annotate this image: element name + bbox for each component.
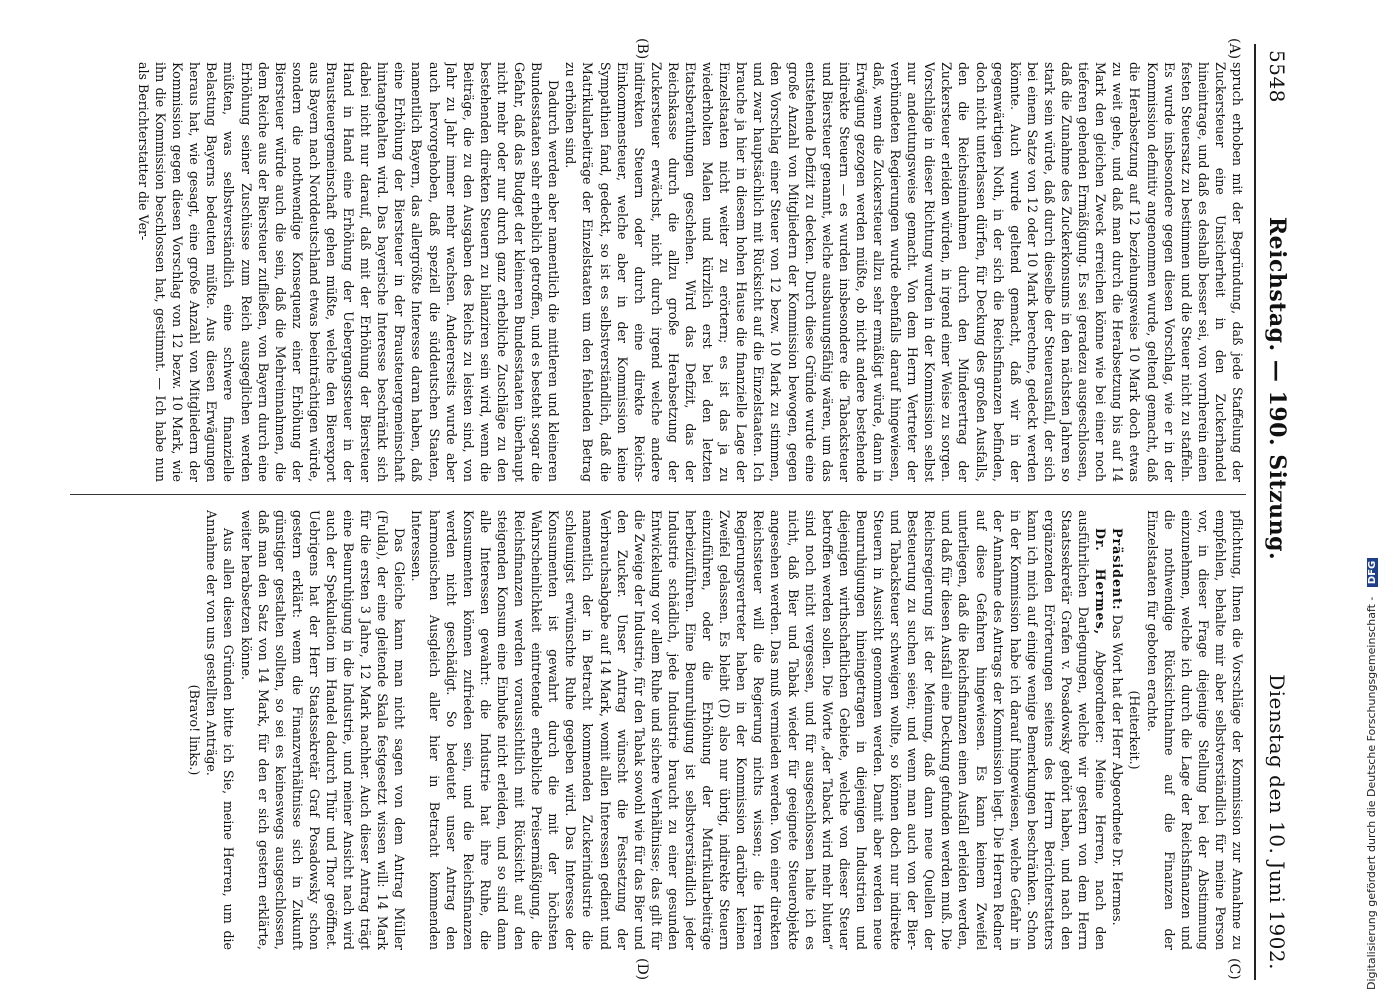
- right-paragraph-4: Aus allen diesen Gründen bitte ich Sie, meine Herren, um die Annahme der von uns gestellten Anträge.: [204, 510, 237, 950]
- margin-marker-a: (A): [1226, 38, 1242, 60]
- speech-text: Meine Herren, nach den ausführlichen Darlegungen, welche wir gestern von dem Herrn Staatssekretär Grafen v. Posadowsky gehört haben, und nach den ergänzenden Erörterungen seitens des Herrn Berichterstatters kann ich mich auf einige wenige Bemerkungen beschränken. Schon in der Kommission habe ich darauf hingewiesen, welche Gefahr in der Annahme des Antrags der Kommission liegt. Die Herren Redner auf diese Gefahren hingewiesen. Es kann keinem Zweifel unterliegen, daß die Reichsfinanzen einen Ausfall erleiden werden, und daß für diesen Ausfall eine Deckung gefunden werden muß. Die Reichsregierung ist der Meinung, daß dann neue Quellen der Besteuerung zu suchen seien; und wenn man auch von der Bier- und Tabacksteuer schweigen wollte, so können doch nur indirekte Steuern in Aussicht genommen werden. Damit aber werden neue Beunruhigungen hineingetragen in diejenigen Industrien und diejenigen wirthschaftlichen Gebiete, welche von dieser Steuer betroffen werden sollen. Die Worte „der Taback wird mehr bluten“ sind noch nicht vergessen, und für ausgeschlossen halte ich es nicht, daß Bier und Tabak wieder für geeignete Steuerobjekte angesehen werden. Das muß vermieden werden. Von einer direkten Reichssteuer will die Regierung nichts wissen; die Herren Regierungsvertreter haben in der Kommission darüber keinen Zweifel gelassen. Es bleibt (D) also nur übrig, indirekte Steuern einzuführen, oder die Erhöhung der Matrikularbeiträge herbeizuführen. Eine Beunruhigung ist selbstverständlich jeder Industrie schädlich, jede Industrie braucht zu einer gesunden Entwickelung vor allem Ruhe und sichere Verhältnisse; das gilt für die Zweige der Industrie, für den Tabak sowohl wie für das Bier und den Zucker. Unser Antrag wünscht die Festsetzung der Verbrauchsabgabe auf 14 Mark, womit allen Interessen gedient und namentlich der in Betracht kommenden Zuckerindustrie die schleunigst erwünschte Ruhe gegeben wird. Das Interesse der Konsumenten ist gewahrt durch die mit der höchsten Wahrscheinlichkeit eintretende erhebliche Preisermäßigung, die Reichsfinanzen werden voraussichtlich mit Rücksicht auf den steigenden Konsum eine Einbuße nicht erleiden, und so sind dann alle Interessen gewahrt: die Industrie hat ihre Ruhe, die Konsumenten können zufrieden sein, und die Reichsfinanzen werden nicht geschädigt. So bedeutet unser Antrag den harmonischen Ausgleich aller hier in Betracht kommenden Interessen.: [409, 510, 1109, 950]
- column-divider: [70, 494, 1246, 495]
- page-number: 5548: [1265, 50, 1289, 103]
- right-column: [70, 510, 1246, 950]
- session-date: Dienstag den 10. Juni 1902.: [1265, 674, 1289, 970]
- left-paragraph: Dadurch werden aber namentlich die mittleren und kleineren Bundesstaaten sehr erheblich getroffen, und es besteht sogar die Gefahr, daß das Budget der kleineren Bundesstaaten überhaupt nicht mehr oder nur durch ganz erhebliche Zuschläge zu den bestehenden direkten Steuern zu bilanziren sein wird, wenn die Beiträge, die zu den Ausgaben des Reichs zu leisten sind, von Jahr zu Jahr immer mehr wachsen. Andererseits wurde aber auch hervorgehoben, daß speziell die süddeutschen Staaten, namentlich Bayern, das allergrößte Interesse daran haben, daß eine Erhöhung der Biersteuer in der Brausteuergemeinschaft hintangehalten wird. Das bayerische Interesse beschränkt sich dabei nicht nur darauf, daß mit der Erhöhung der Biersteuer Hand in Hand eine Erhöhung der Uebergangssteuer in der Brausteuergemeinschaft gehen müßte, welche den Bierexport aus Bayern nach Norddeutschland etwas beeinträchtigen würde, sondern die nothwendige Konsequenz einer Erhöhung der Biersteuer würde auch die sein, daß die Mehreinnahmen, die dem Reiche aus der Biersteuer zufließen, von Bayern durch eine Erhöhung seiner Zuschüsse zum Reich ausgeglichen werden müßten, was selbstverständlich eine schwere finanzielle Belastung Bayerns bedeuten müßte. Aus diesen Erwägungen heraus hat, wie gesagt, eine große Anzahl von Mitgliedern der Kommission gegen diesen Vorschlag von 12 bezw. 10 Mark, wie ihn die Kommission beschlossen hat, gestimmt. — Ich habe nun als Berichterstatter die Ver-: [136, 62, 562, 482]
- left-paragraph: spruch erhoben mit der Begründung, daß jede Staffelung der Zuckersteuer eine Unsicherheit in den Zuckerhandel hineintrage, und daß es deshalb besser sei, von vornherein einen festen Steuersatz zu bestimmen und die Steuer nicht zu staffeln. Es wurde insbesondere gegen diesen Vorschlag, wie er in der Kommission definitiv angenommen wurde, geltend gemacht, daß die Herabsetzung auf 12 beziehungsweise 10 Mark doch etwas zu weit gehe, und daß man durch die Herabsetzung bis auf 14 Mark den gleichen Zweck erreichen könne wie bei einer noch tieferen gehenden Ermäßigung. Es sei geradezu ausgeschlossen, daß die Zunahme des Zuckerkonsums in den nächsten Jahren so stark sein würde, daß durch dieselbe der Steuerausfall, der sich bei einem Satze von 12 oder 10 Mark berechne, gedeckt werden könnte. Auch wurde geltend gemacht, daß wir in der gegenwärtigen Noth, in der sich die Reichsfinanzen befinden, doch nicht unterlassen dürfen, für Deckung des großen Ausfalls, den die Reichseinnahmen durch den Minderertrag der Zuckersteuer erleiden würden, in irgend einer Weise zu sorgen. Vorschläge in dieser Richtung wurden in der Kommission selbst nur andeutungsweise gemacht. Von dem Herrn Vertreter der verbündeten Regierungen wurde ebenfalls darauf hingewiesen, daß, wenn die Zuckersteuer allzu sehr ermäßigt würde, dann in Erwägung gezogen werden müßte, ob nicht andere bestehende indirekte Steuern — es wurden insbesondere die Tabacksteuer und Biersteuer genannt, welche ausbauungsfähig wären, um das entstehende Defizit zu decken. Durch diese Gründe wurde eine große Anzahl von Mitgliedern der Kommission bewogen, gegen den Vorschlag einer Steuer von 12 bezw. 10 Mark zu stimmen, und zwar hauptsächlich mit Rücksicht auf die Einzelstaaten. Ich brauche ja hier in diesem hohen Hause die finanzielle Lage der Einzelstaaten nicht weiter zu erörtern; es ist das ja zu wiederholten Malen und kürzlich erst bei den letzten Etatsberathungen geschehen. Wird das Defizit, das der Reichskasse durch die allzu große Herabsetzung der Zuckersteuer erwächst, nicht durch irgend welche andere indirekten Steuern oder durch eine direkte Reichs-Einkommensteuer, welche aber in der Kommission keine Sympathien fand, gedeckt, so ist es selbstverständlich, daß die Matrikularbeiträge der Einzelstaaten um den fehlenden Betrag zu erhöhen sind.: [563, 62, 1245, 482]
- applause-1: (Heiterkeit.): [1127, 690, 1143, 770]
- right-paragraph-1: pflichtung, Ihnen die Vorschläge der Kommission zur Annahme zu empfehlen, behalte mir aber selbstverständlich für meine Person vor, in dieser Frage diejenige Stellung bei der Abstimmung einzunehmen, welche ich durch die Lage der Reichsfinanzen und die nothwendige Rücksichtnahme auf die Finanzen der Einzelstaaten für geboten erachte.: [1144, 510, 1245, 950]
- rotated-page: [60, 0, 1300, 1000]
- speaker-role: Abgeordneter:: [1093, 650, 1109, 744]
- margin-marker-c: (C): [1226, 958, 1242, 980]
- right-paragraph-3: Das Gleiche kann man nicht sagen von dem Antrag Müller (Fulda), der eine gleitende Skala festgesetzt wissen will: 14 Mark für die ersten 3 Jahre, 12 Mark nachher. Auch dieser Antrag trägt eine Beunruhigung in die Industrie, und meiner Ansicht nach wird auch der Spekulation im Handel dadurch Thür und Thor geöffnet. Uebrigens hat der Herr Staatssekretär Graf Posadowsky schon gestern erklärt: wenn die Finanzverhältnisse sich in Zukunft günstiger gestalten sollten, so sei es keineswegs ausgeschlossen, daß man den Satz von 14 Mark, für den er sich gestern erklärte, weiter herabsetzen könne.: [238, 510, 408, 950]
- header-rule: [1254, 44, 1256, 980]
- speaker-label: Dr. Hermes,: [1093, 528, 1109, 636]
- left-column: [70, 62, 1246, 482]
- president-label: Präsident:: [1110, 528, 1126, 611]
- session-title: Reichstag. — 190. Sitzung.: [1264, 216, 1290, 561]
- president-text: Das Wort hat der Herr Abgeordnete Dr. Hermes.: [1110, 614, 1126, 926]
- page-header: [1260, 50, 1294, 970]
- margin-marker-d: (D): [634, 958, 650, 981]
- digitization-footer: [1365, 558, 1378, 990]
- applause-2: (Bravo! links.): [187, 684, 203, 776]
- margin-marker-b: (B): [634, 38, 650, 60]
- dfg-logo: DFG: [1367, 558, 1378, 587]
- footer-text: Digitalisierung gefördert durch die Deutsche Forschungsgemeinschaft -: [1365, 596, 1378, 990]
